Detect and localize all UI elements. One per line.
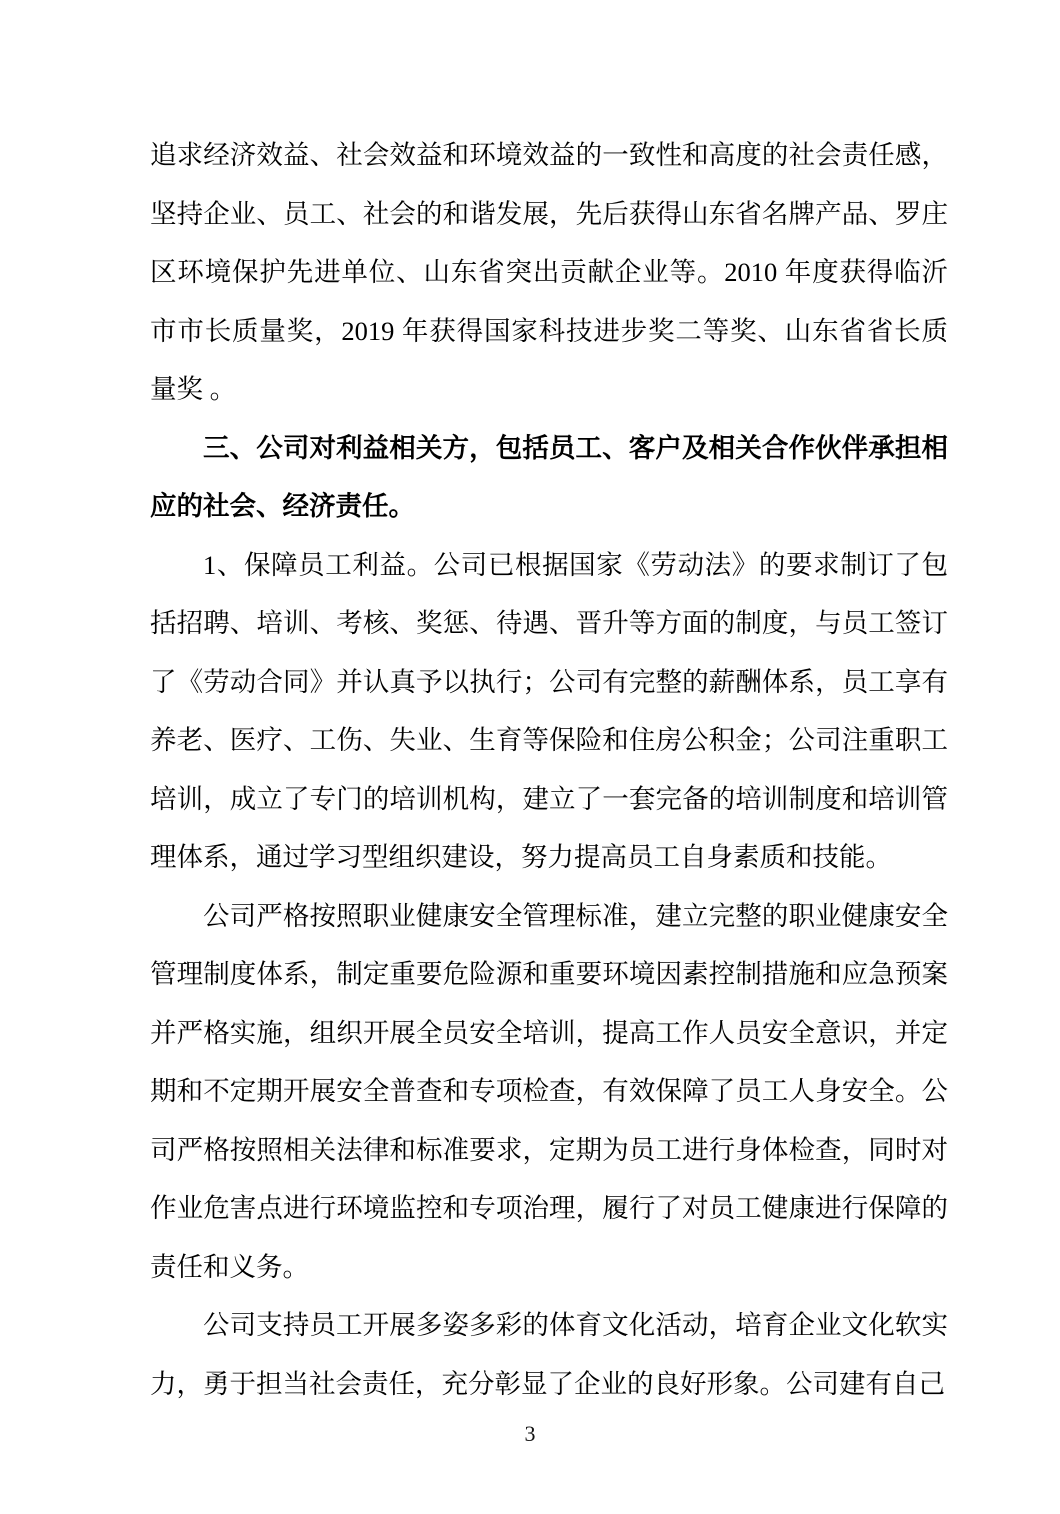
paragraph-employee-rights: 1、保障员工利益。公司已根据国家《劳动法》的要求制订了包括招聘、培训、考核、奖惩、待遇、晋升等方面的制度，与员工签订了《劳动合同》并认真予以执行；公司有完整的薪酬体系，员工享有养老、医疗、工伤、失业、生育等保险和住房公积金；公司注重职工培训，成立了专门的培训机构，建立了一套完备的培训制度和培训管理体系，通过学习型组织建设，努力提高员工自身素质和技能。: [150, 549, 948, 872]
section-heading-stakeholder-responsibility: 三、公司对利益相关方，包括员工、客户及相关合作伙伴承担相应的社会、经济责任。: [150, 432, 948, 521]
paragraph-awards-continuation: 追求经济效益、社会效益和环境效益的一致性和高度的社会责任感，坚持企业、员工、社会的和谐发展，先后获得山东省名牌产品、罗庄区环境保护先进单位、山东省突出贡献企业等。2010 年度获得临沂市市长质量奖，2019 年获得国家科技进步奖二等奖、山东省省长质量奖 。: [150, 140, 948, 404]
paragraph-sports-culture: 公司支持员工开展多姿多彩的体育文化活动，培育企业文化软实力，勇于担当社会责任，充分彰显了企业的良好形象。公司建有自己: [150, 1310, 948, 1399]
paragraph-occupational-health-safety: 公司严格按照职业健康安全管理标准，建立完整的职业健康安全管理制度体系，制定重要危险源和重要环境因素控制措施和应急预案并严格实施，组织开展全员安全培训，提高工作人员安全意识，并定期和不定期开展安全普查和专项检查，有效保障了员工人身安全。公司严格按照相关法律和标准要求，定期为员工进行身体检查，同时对作业危害点进行环境监控和专项治理，履行了对员工健康进行保障的责任和义务。: [150, 900, 948, 1282]
document-body: [150, 126, 948, 1413]
page-number: 3: [524, 1421, 536, 1446]
